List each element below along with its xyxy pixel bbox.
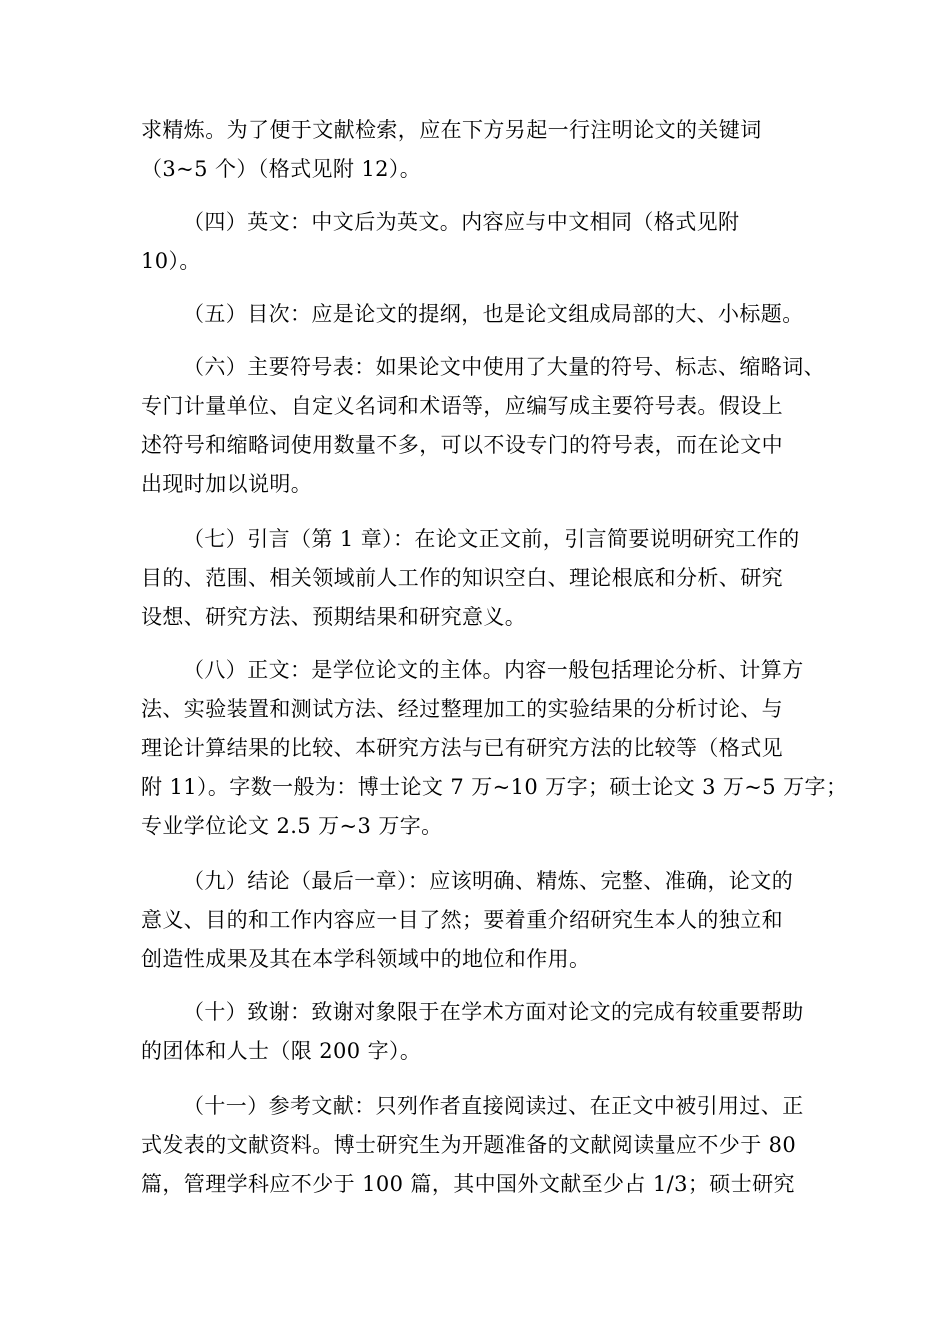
paragraph-body-line-1: （八）正文：是学位论文的主体。内容一般包括理论分析、计算方 <box>183 658 804 682</box>
paragraph-conclusion-line-2: 意义、目的和工作内容应一目了然；要着重介绍研究生本人的独立和 <box>141 908 783 932</box>
paragraph-symbols-line-4: 出现时加以说明。 <box>141 472 313 496</box>
paragraph-body-line-2: 法、实验装置和测试方法、经过整理加工的实验结果的分析讨论、与 <box>141 697 783 721</box>
paragraph-body-line-3: 理论计算结果的比较、本研究方法与已有研究方法的比较等（格式见 <box>141 736 783 760</box>
paragraph-introduction-line-3: 设想、研究方法、预期结果和研究意义。 <box>141 605 527 629</box>
paragraph-english-line-1: （四）英文：中文后为英文。内容应与中文相同（格式见附 <box>183 210 740 234</box>
paragraph-keywords-line-2: （3~5 个）（格式见附 12）。 <box>141 157 422 181</box>
paragraph-contents-line-1: （五）目次：应是论文的提纲，也是论文组成局部的大、小标题。 <box>183 302 804 326</box>
paragraph-introduction-line-1: （七）引言（第 1 章）：在论文正文前，引言简要说明研究工作的 <box>183 527 800 551</box>
paragraph-conclusion-line-3: 创造性成果及其在本学科领域中的地位和作用。 <box>141 947 591 971</box>
paragraph-body-line-4: 附 11）。字数一般为：博士论文 7 万~10 万字；硕士论文 3 万~5 万字； <box>141 775 848 799</box>
paragraph-acknowledgements-line-1: （十）致谢：致谢对象限于在学术方面对论文的完成有较重要帮助 <box>183 1000 804 1024</box>
paragraph-references-line-3: 篇，管理学科应不少于 100 篇，其中国外文献至少占 1/3；硕士研究 <box>141 1172 795 1196</box>
paragraph-symbols-line-3: 述符号和缩略词使用数量不多，可以不设专门的符号表，而在论文中 <box>141 433 783 457</box>
paragraph-introduction-line-2: 目的、范围、相关领域前人工作的知识空白、理论根底和分析、研究 <box>141 566 783 590</box>
paragraph-symbols-line-2: 专门计量单位、自定义名词和术语等，应编写成主要符号表。假设上 <box>141 394 783 418</box>
paragraph-symbols-line-1: （六）主要符号表：如果论文中使用了大量的符号、标志、缩略词、 <box>183 355 825 379</box>
paragraph-references-line-1: （十一）参考文献：只列作者直接阅读过、在正文中被引用过、正 <box>183 1094 804 1118</box>
paragraph-english-line-2: 10）。 <box>141 249 201 273</box>
paragraph-conclusion-line-1: （九）结论（最后一章）：应该明确、精炼、完整、准确，论文的 <box>183 869 794 893</box>
paragraph-references-line-2: 式发表的文献资料。博士研究生为开题准备的文献阅读量应不少于 80 <box>141 1133 797 1157</box>
paragraph-acknowledgements-line-2: 的团体和人士（限 200 字）。 <box>141 1039 422 1063</box>
paragraph-body-line-5: 专业学位论文 2.5 万~3 万字。 <box>141 814 443 838</box>
paragraph-keywords-line-1: 求精炼。为了便于文献检索，应在下方另起一行注明论文的关键词 <box>141 118 762 142</box>
